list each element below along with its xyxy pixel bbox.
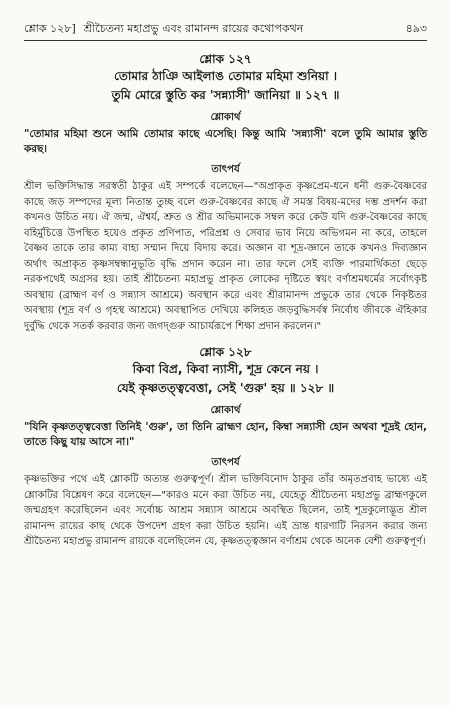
purport-label: তাৎপর্য	[211, 457, 240, 468]
running-head	[24, 0, 427, 41]
verse-128	[24, 344, 427, 550]
chapter-title: শ্রীচৈতন্য মহাপ্রভু এবং রামানন্দ রায়ের কথোপকথন	[83, 22, 304, 35]
purport-text: শ্রীল ভক্তিসিদ্ধান্ত সরস্বতী ঠাকুর এই সম্পর্কে বলেছেন—"অপ্রাকৃত কৃষ্ণপ্রেম-ধনে ধনী গুরু-বৈষ্ণবের কাছে জড় সম্পদের মূল্য নিতান্ত তুচ্ছ বলে গুরু-বৈষ্ণবের কাছে ঐ সমস্ত বিষয়-মদের দম্ভ প্রদর্শন করা কখনও উচিত নয়। ঐ জন্ম, ঐশ্বর্য, শ্রুত ও শ্রীর অভিমানকে সম্বল করে কেউ যদি গুরু-বৈষ্ণবের কাছে বহির্মুচিত্তে উপস্থিত হয়েও প্রকৃত প্রণিপাত, পরিপ্রশ্ন ও সেবার ভাব নিয়ে অভিগমন না করে, তাহলে বৈষ্ণব তাকে তার কাম্য বাহ্য সম্মান দিয়ে বিদায় করে। অজ্ঞান বা শূদ্র-জ্ঞানে তাকে কখনও দিব্যজ্ঞান অর্থাৎ অপ্রাকৃত কৃষ্ণসম্বন্ধানুভূতি বৃদ্ধি প্রদান করেন না। তার ফলে সেই ব্যক্তি পারমার্থিকতা ছেড়ে নরকপথেই অগ্রসর হয়। তাই শ্রীচৈতন্য মহাপ্রভু প্রাকৃত লোকের দৃষ্টিতে স্বয়ং বর্ণাশ্রমধর্মের সর্বোৎকৃষ্ট অবস্থায় (ব্রাহ্মণ বর্ণ ও সন্ন্যাস আশ্রমে) অবস্থান করে এবং শ্রীরামানন্দ প্রভুকে তার থেকে নিকৃষ্টতর অবস্থায় (শূদ্র বর্ণ ও গৃহস্থ আশ্রমে) অবস্থাপিত দেখিয়ে কলিহত জড়বুদ্ধিসর্বস্ব নির্বোধ জীবকে ঐহিকার দুর্বুদ্ধি থেকে সতর্ক করবার জন্য জগদ্গুরু আচার্যরূপে শিক্ষা প্রদান করলেন।"	[24, 181, 427, 332]
verse-127	[24, 51, 427, 334]
verse-line: তোমার ঠাঞি আইলাঙ তোমার মহিমা শুনিয়া ।	[113, 69, 338, 83]
verse-line: তুমি মোরে স্তুতি কর 'সন্ন্যাসী' জানিয়া ॥ ১২৭ ॥	[111, 88, 340, 102]
translation-label: শ্লোকার্থ	[210, 405, 241, 416]
translation-text: "তোমার মহিমা শুনে আমি তোমার কাছে এসেছি। কিন্তু আমি 'সন্ন্যাসী' বলে তুমি আমার স্তুতি করছ।	[24, 128, 427, 155]
verse-line: যেই কৃষ্ণতত্ত্ববেত্তা, সেই 'গুরু' হয় ॥ ১২৮ ॥	[116, 381, 335, 395]
verse-line: কিবা বিপ্র, কিবা ন্যাসী, শূদ্র কেনে নয় ।	[132, 362, 319, 376]
verse-heading: শ্লোক ১২৭	[199, 52, 252, 66]
purport-label: তাৎপর্য	[211, 164, 240, 175]
purport-text: কৃষ্ণভক্তির পথে এই শ্লোকটি অত্যন্ত গুরুত্বপূর্ণ। শ্রীল ভক্তিবিনোদ ঠাকুর তাঁর অমৃতপ্রবাহ ভাষ্যে এই শ্লোকটির বিশ্লেষণ করে বলেছেন—"কারও মনে করা উচিত নয়, যেহেতু শ্রীচৈতন্য মহাপ্রভু ব্রাহ্মণকুলে জন্মগ্রহণ করেছিলেন এবং সর্বোচ্চ আশ্রম সন্ন্যাস আশ্রমে অবস্থিত ছিলেন, তাই শূদ্রকুলোদ্ভূত শ্রীল রামানন্দ রায়ের কাছ থেকে উপদেশ গ্রহণ করা উচিত হয়নি। এই ভ্রান্ত ধারণাটি নিরসন করার জন্য শ্রীচৈতন্য মহাপ্রভু রামানন্দ রায়কে বলেছিলেন যে, কৃষ্ণতত্ত্বজ্ঞান বর্ণাশ্রম থেকে অনেক বেশী গুরুত্বপূর্ণ।	[24, 474, 427, 547]
running-head-left	[24, 22, 303, 36]
translation-label: শ্লোকার্থ	[210, 112, 241, 123]
verse-reference: শ্লোক ১২৮]	[24, 22, 76, 35]
translation-text: "যিনি কৃষ্ণতত্ত্ববেত্তা তিনিই 'গুরু', তা তিনি ব্রাহ্মণ হোন, কিম্বা সন্ন্যাসী হোন অথবা শূদ্রই হোন, তাতে কিছু যায় আসে না।"	[24, 421, 427, 448]
page-number: ৪৯৩	[405, 22, 427, 35]
verse-heading: শ্লোক ১২৮	[199, 345, 252, 359]
